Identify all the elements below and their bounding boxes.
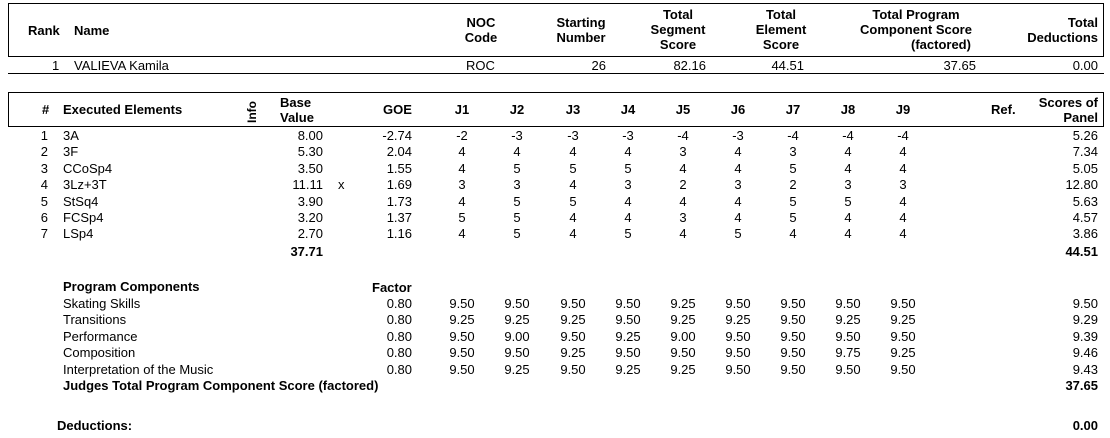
element-judge-j8: 4 <box>844 161 852 176</box>
element-judge-j1: 3 <box>458 177 466 192</box>
element-code: CCoSp4 <box>63 161 113 176</box>
component-panel-score: 9.39 <box>1072 329 1098 344</box>
element-judge-j3: 5 <box>569 194 577 209</box>
element-panel-score: 5.63 <box>1072 194 1098 209</box>
element-judge-j2: -3 <box>511 128 523 143</box>
component-name: Transitions <box>63 312 127 327</box>
element-panel-score: 3.86 <box>1072 226 1098 241</box>
element-goe: 1.55 <box>386 161 412 176</box>
component-judge-j8: 9.50 <box>835 362 861 377</box>
segment-score-header: Total Segment Score <box>650 7 706 52</box>
element-judge-j3: -3 <box>567 128 579 143</box>
component-judge-j5: 9.00 <box>670 329 696 344</box>
element-judge-j4: 5 <box>624 226 632 241</box>
component-panel-score: 9.50 <box>1072 296 1098 311</box>
component-judge-j4: 9.25 <box>615 362 641 377</box>
component-judge-j1: 9.25 <box>449 312 475 327</box>
element-judge-j4: 3 <box>624 177 632 192</box>
skater-name: VALIEVA Kamila <box>74 58 169 73</box>
component-name: Skating Skills <box>63 296 141 311</box>
judge-header-j9: J9 <box>895 102 911 117</box>
component-judge-j7: 9.50 <box>780 296 806 311</box>
component-judge-j1: 9.50 <box>449 345 475 360</box>
element-judge-j7: -4 <box>787 128 799 143</box>
component-judge-j5: 9.25 <box>670 312 696 327</box>
element-base-value: 3.50 <box>297 161 323 176</box>
component-judge-j5: 9.25 <box>670 296 696 311</box>
element-judge-j8: 3 <box>844 177 852 192</box>
segment-score-value: 82.16 <box>673 58 706 73</box>
element-judge-j4: 4 <box>624 210 632 225</box>
component-judge-j4: 9.25 <box>615 329 641 344</box>
component-judge-j4: 9.50 <box>615 312 641 327</box>
element-bonus-mark: x <box>338 177 345 192</box>
judge-header-j6: J6 <box>730 102 746 117</box>
element-base-value: 3.20 <box>297 210 323 225</box>
judge-header-j3: J3 <box>565 102 581 117</box>
element-judge-j2: 4 <box>513 144 521 159</box>
element-panel-score: 5.26 <box>1072 128 1098 143</box>
element-number: 6 <box>40 210 48 225</box>
ref-header: Ref. <box>991 102 1016 117</box>
total-element-score: 44.51 <box>1065 244 1098 259</box>
element-goe: 1.37 <box>386 210 412 225</box>
element-judge-j2: 5 <box>513 226 521 241</box>
element-base-value: 2.70 <box>297 226 323 241</box>
element-goe: -2.74 <box>382 128 412 143</box>
element-judge-j3: 4 <box>569 144 577 159</box>
starting-number-header: Starting Number <box>556 15 606 45</box>
component-judge-j9: 9.50 <box>890 329 916 344</box>
element-judge-j1: 4 <box>458 144 466 159</box>
element-number: 7 <box>40 226 48 241</box>
element-judge-j3: 4 <box>569 177 577 192</box>
component-judge-j3: 9.50 <box>560 362 586 377</box>
element-panel-score: 7.34 <box>1072 144 1098 159</box>
component-judge-j6: 9.50 <box>725 296 751 311</box>
component-judge-j9: 9.50 <box>890 296 916 311</box>
pcs-total-score: 37.65 <box>1065 378 1098 393</box>
element-judge-j3: 5 <box>569 161 577 176</box>
element-judge-j8: 4 <box>844 144 852 159</box>
component-judge-j4: 9.50 <box>615 296 641 311</box>
component-judge-j2: 9.25 <box>504 312 530 327</box>
component-judge-j7: 9.50 <box>780 345 806 360</box>
element-base-value: 11.11 <box>292 177 323 192</box>
element-judge-j5: 3 <box>679 210 687 225</box>
element-judge-j7: 3 <box>789 144 797 159</box>
judge-header-j7: J7 <box>785 102 801 117</box>
component-judge-j3: 9.50 <box>560 329 586 344</box>
starting-number-value: 26 <box>591 58 606 73</box>
element-judge-j4: -3 <box>622 128 634 143</box>
judge-header-j5: J5 <box>675 102 691 117</box>
element-base-value: 3.90 <box>297 194 323 209</box>
element-judge-j8: 4 <box>844 210 852 225</box>
element-judge-j4: 4 <box>624 194 632 209</box>
component-judge-j7: 9.50 <box>780 362 806 377</box>
component-judge-j5: 9.25 <box>670 362 696 377</box>
deductions-total: 0.00 <box>1072 418 1098 433</box>
element-judge-j4: 5 <box>624 161 632 176</box>
element-judge-j9: 4 <box>899 226 907 241</box>
pcs-total-label: Judges Total Program Component Score (factored) <box>63 378 379 393</box>
element-number: 5 <box>40 194 48 209</box>
pcs-value: 37.65 <box>943 58 976 73</box>
judge-header-j4: J4 <box>620 102 636 117</box>
component-judge-j2: 9.50 <box>504 345 530 360</box>
element-number: 4 <box>40 177 48 192</box>
component-factor: 0.80 <box>386 329 412 344</box>
element-judge-j8: -4 <box>842 128 854 143</box>
element-judge-j3: 4 <box>569 210 577 225</box>
num-header: # <box>42 102 50 117</box>
component-panel-score: 9.46 <box>1072 345 1098 360</box>
component-factor: 0.80 <box>386 296 412 311</box>
component-panel-score: 9.43 <box>1072 362 1098 377</box>
component-name: Composition <box>63 345 136 360</box>
element-judge-j5: -4 <box>677 128 689 143</box>
element-judge-j7: 5 <box>789 210 797 225</box>
component-judge-j1: 9.50 <box>449 296 475 311</box>
component-judge-j5: 9.50 <box>670 345 696 360</box>
element-judge-j8: 4 <box>844 226 852 241</box>
element-judge-j3: 4 <box>569 226 577 241</box>
element-judge-j6: 4 <box>734 210 742 225</box>
element-judge-j5: 4 <box>679 161 687 176</box>
judge-header-j2: J2 <box>509 102 525 117</box>
component-judge-j3: 9.25 <box>560 345 586 360</box>
element-judge-j1: 4 <box>458 194 466 209</box>
component-panel-score: 9.29 <box>1072 312 1098 327</box>
element-judge-j7: 5 <box>789 194 797 209</box>
element-judge-j9: 4 <box>899 144 907 159</box>
name-header: Name <box>74 23 110 38</box>
element-judge-j6: -3 <box>732 128 744 143</box>
element-panel-score: 5.05 <box>1072 161 1098 176</box>
component-name: Performance <box>63 329 138 344</box>
component-judge-j6: 9.50 <box>725 362 751 377</box>
element-judge-j2: 5 <box>513 210 521 225</box>
deductions-value: 0.00 <box>1072 58 1098 73</box>
component-judge-j3: 9.50 <box>560 296 586 311</box>
info-header: Info <box>245 101 259 123</box>
component-judge-j1: 9.50 <box>449 362 475 377</box>
element-panel-score: 12.80 <box>1065 177 1098 192</box>
base-value-header: Base Value <box>280 95 314 125</box>
element-judge-j9: 3 <box>899 177 907 192</box>
element-judge-j9: 4 <box>899 210 907 225</box>
component-judge-j9: 9.50 <box>890 362 916 377</box>
element-code: LSp4 <box>63 226 94 241</box>
element-goe: 2.04 <box>386 144 412 159</box>
factor-header: Factor <box>372 280 412 295</box>
element-judge-j9: 4 <box>899 161 907 176</box>
component-judge-j2: 9.25 <box>504 362 530 377</box>
panel-score-header: Scores of Panel <box>1038 95 1098 125</box>
component-judge-j8: 9.50 <box>835 329 861 344</box>
summary-underline <box>8 73 1104 74</box>
deductions-label: Deductions: <box>57 418 133 433</box>
judge-header-j1: J1 <box>454 102 470 117</box>
element-judge-j2: 3 <box>513 177 521 192</box>
element-judge-j1: 4 <box>458 161 466 176</box>
element-judge-j7: 2 <box>789 177 797 192</box>
component-judge-j2: 9.50 <box>504 296 530 311</box>
rank-header: Rank <box>28 23 60 38</box>
element-goe: 1.73 <box>386 194 412 209</box>
component-judge-j2: 9.00 <box>504 329 530 344</box>
component-factor: 0.80 <box>386 345 412 360</box>
element-judge-j5: 2 <box>679 177 687 192</box>
element-judge-j5: 3 <box>679 144 687 159</box>
element-judge-j1: 4 <box>458 226 466 241</box>
component-judge-j9: 9.25 <box>890 312 916 327</box>
total-base-value: 37.71 <box>290 244 323 259</box>
element-base-value: 5.30 <box>297 144 323 159</box>
judge-header-j8: J8 <box>840 102 856 117</box>
component-name: Interpretation of the Music <box>63 362 214 377</box>
component-judge-j6: 9.50 <box>725 329 751 344</box>
pcs-header: Total Program Component Score (factored) <box>860 7 972 52</box>
element-score-header: Total Element Score <box>755 7 807 52</box>
element-code: FCSp4 <box>63 210 104 225</box>
component-judge-j6: 9.50 <box>725 345 751 360</box>
element-judge-j9: 4 <box>899 194 907 209</box>
element-judge-j2: 5 <box>513 161 521 176</box>
component-judge-j7: 9.50 <box>780 329 806 344</box>
rank-value: 1 <box>52 58 60 73</box>
element-number: 3 <box>40 161 48 176</box>
element-number: 1 <box>40 128 48 143</box>
element-base-value: 8.00 <box>297 128 323 143</box>
component-factor: 0.80 <box>386 312 412 327</box>
element-code: 3A <box>63 128 79 143</box>
executed-elements-header: Executed Elements <box>63 102 183 117</box>
component-judge-j8: 9.25 <box>835 312 861 327</box>
element-judge-j6: 4 <box>734 144 742 159</box>
noc-header: NOC Code <box>464 15 498 45</box>
element-goe: 1.69 <box>386 177 412 192</box>
element-judge-j1: -2 <box>456 128 468 143</box>
element-score-value: 44.51 <box>771 58 804 73</box>
program-components-title: Program Components <box>63 279 200 294</box>
element-judge-j5: 4 <box>679 226 687 241</box>
goe-header: GOE <box>383 102 412 117</box>
component-judge-j6: 9.25 <box>725 312 751 327</box>
component-judge-j8: 9.50 <box>835 296 861 311</box>
component-factor: 0.80 <box>386 362 412 377</box>
element-goe: 1.16 <box>386 226 412 241</box>
deductions-header: Total Deductions <box>1027 15 1098 45</box>
component-judge-j8: 9.75 <box>835 345 861 360</box>
element-judge-j5: 4 <box>679 194 687 209</box>
element-judge-j2: 5 <box>513 194 521 209</box>
element-judge-j6: 4 <box>734 194 742 209</box>
element-number: 2 <box>40 144 48 159</box>
component-judge-j3: 9.25 <box>560 312 586 327</box>
element-judge-j9: -4 <box>897 128 909 143</box>
component-judge-j1: 9.50 <box>449 329 475 344</box>
element-code: 3Lz+3T <box>63 177 107 192</box>
element-judge-j1: 5 <box>458 210 466 225</box>
component-judge-j9: 9.25 <box>890 345 916 360</box>
element-judge-j7: 4 <box>789 226 797 241</box>
element-panel-score: 4.57 <box>1072 210 1098 225</box>
element-code: 3F <box>63 144 79 159</box>
element-judge-j8: 5 <box>844 194 852 209</box>
element-judge-j6: 5 <box>734 226 742 241</box>
component-judge-j4: 9.50 <box>615 345 641 360</box>
element-code: StSq4 <box>63 194 99 209</box>
element-judge-j7: 5 <box>789 161 797 176</box>
element-judge-j4: 4 <box>624 144 632 159</box>
noc-value: ROC <box>466 58 495 73</box>
element-judge-j6: 3 <box>734 177 742 192</box>
element-judge-j6: 4 <box>734 161 742 176</box>
component-judge-j7: 9.50 <box>780 312 806 327</box>
